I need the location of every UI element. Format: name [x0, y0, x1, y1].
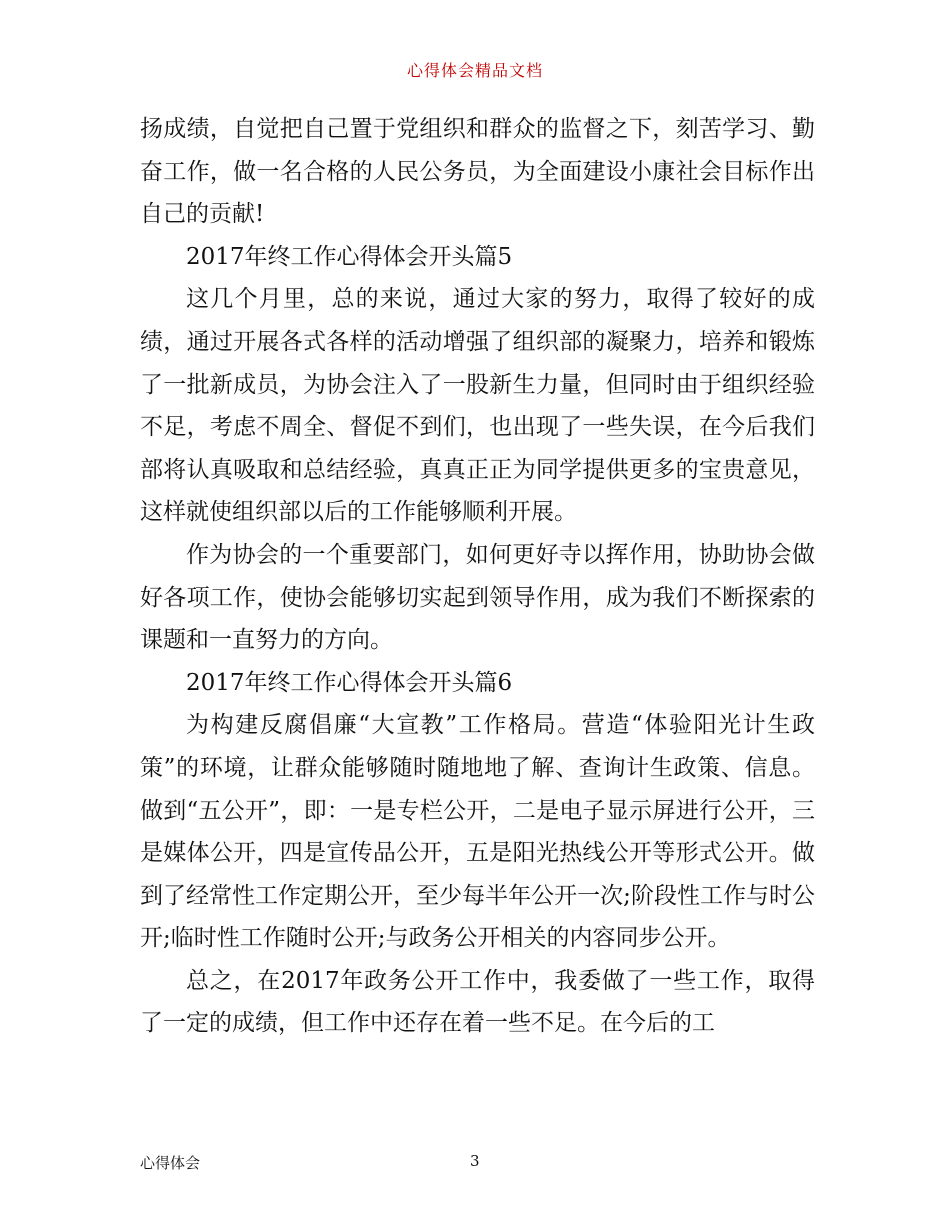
page-footer-label: 心得体会 — [140, 1154, 201, 1172]
paragraph: 作为协会的一个重要部门，如何更好寺以挥作用，协助协会做好各项工作，使协会能够切实起到领导作用，成为我们不断探索的课题和一直努力的方向。 — [140, 541, 815, 654]
paragraph: 为构建反腐倡廉“大宣教”工作格局。营造“体验阳光计生政策”的环境，让群众能够随时随地地了解、查询计生政策、信息。做到“五公开”，即：一是专栏公开，二是电子显示屏进行公开，三是媒体公开，四是宣传品公开，五是阳光热线公开等形式公开。做到了经常性工作定期公开，至少每半年公开一次;阶段性工作与时公开;临时性工作随时公开;与政务公开相关的内容同步公开。 — [140, 712, 815, 952]
section-heading: 2017年终工作心得体会开头篇6 — [186, 669, 513, 696]
document-body — [140, 108, 815, 1045]
page-number: 3 — [470, 1152, 480, 1170]
paragraph: 扬成绩，自觉把自己置于党组织和群众的监督之下，刻苦学习、勤奋工作，做一名合格的人民公务员，为全面建设小康社会目标作出自己的贡献! — [140, 116, 815, 228]
page-header-title: 心得体会精品文档 — [406, 61, 543, 80]
paragraph: 这几个月里，总的来说，通过大家的努力，取得了较好的成绩，通过开展各式各样的活动增强了组织部的凝聚力，培养和锻炼了一批新成员，为协会注入了一股新生力量，但同时由于组织经验不足，考虑不周全、督促不到们，也出现了一些失误，在今后我们部将认真吸取和总结经验，真真正正为同学提供更多的宝贵意见，这样就使组织部以后的工作能够顺利开展。 — [140, 286, 815, 526]
section-heading: 2017年终工作心得体会开头篇5 — [186, 243, 513, 270]
paragraph: 总之，在2017年政务公开工作中，我委做了一些工作，取得了一定的成绩，但工作中还存在着一些不足。在今后的工 — [140, 967, 815, 1037]
